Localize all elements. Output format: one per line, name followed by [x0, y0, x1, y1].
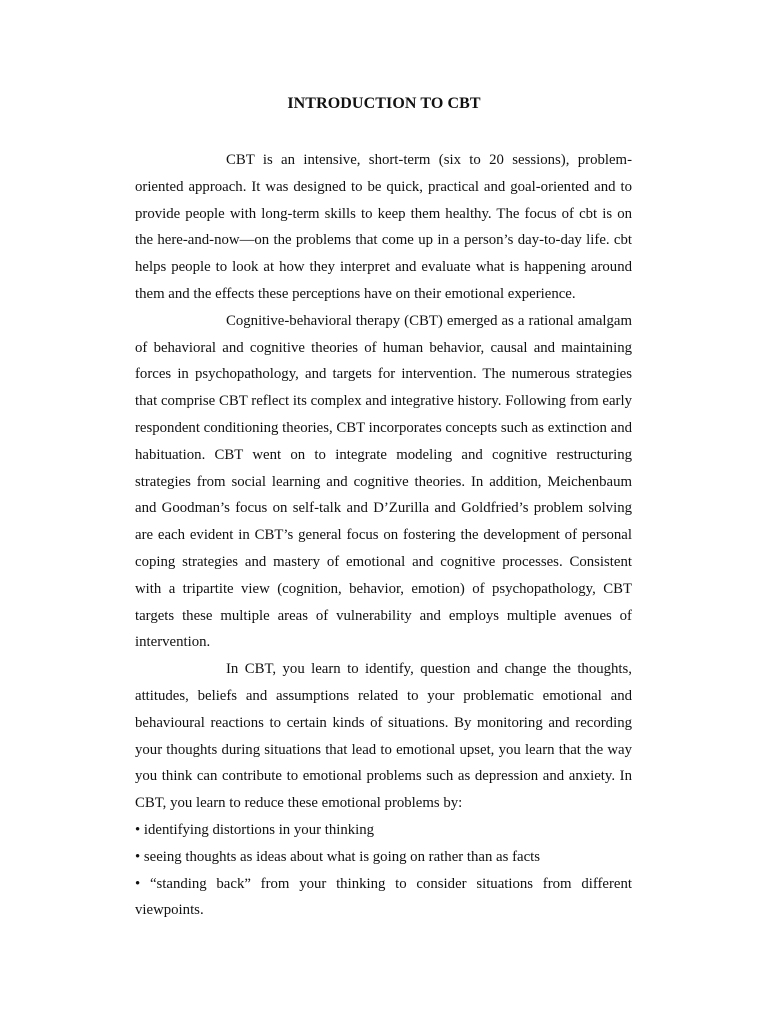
paragraph-cbt-learning: In CBT, you learn to identify, question and change the thoughts, attitudes, beliefs and assumptions related to your problematic emotional and behavioural reactions to certain kinds of situations. By monitoring and recording your thoughts during situations that lead to emotional upset, you learn that the way you think can contribute to emotional problems such as depression and anxiety. In CBT, you learn to reduce these emotional problems by:	[135, 661, 632, 812]
paragraph-cbt-history: Cognitive-behavioral therapy (CBT) emerged as a rational amalgam of behavioral and cognitive theories of human behavior, causal and maintaining forces in psychopathology, and targets for intervention. The numerous strategies that comprise CBT reflect its complex and integrative history. Following from early respondent conditioning theories, CBT incorporates concepts such as extinction and habituation. CBT went on to integrate modeling and cognitive restructuring strategies from social learning and cognitive theories. In addition, Meichenbaum and Goodman’s focus on self-talk and D’Zurilla and Goldfried’s problem solving are each evident in CBT’s general focus on fostering the development of personal coping strategies and mastery of emotional and cognitive processes. Consistent with a tripartite view (cognition, behavior, emotion) of psychopathology, CBT targets these multiple areas of vulnerability and employs multiple avenues of intervention.	[135, 312, 632, 651]
document-body	[135, 147, 632, 924]
bullet-seeing-thoughts: • seeing thoughts as ideas about what is going on rather than as facts	[135, 848, 541, 865]
bullet-identifying-distortions: • identifying distortions in your thinking	[135, 821, 375, 838]
page-title: INTRODUCTION TO CBT	[287, 95, 481, 112]
bullet-standing-back: • “standing back” from your thinking to consider situations from different viewpoints.	[135, 875, 632, 919]
paragraph-cbt-overview: CBT is an intensive, short-term (six to 20 sessions), problem-oriented approach. It was designed to be quick, practical and goal-oriented and to provide people with long-term skills to keep them healthy. The focus of cbt is on the here-and-now—on the problems that come up in a person’s day-to-day life. cbt helps people to look at how they interpret and evaluate what is happening around them and the effects these perceptions have on their emotional experience.	[135, 152, 632, 302]
